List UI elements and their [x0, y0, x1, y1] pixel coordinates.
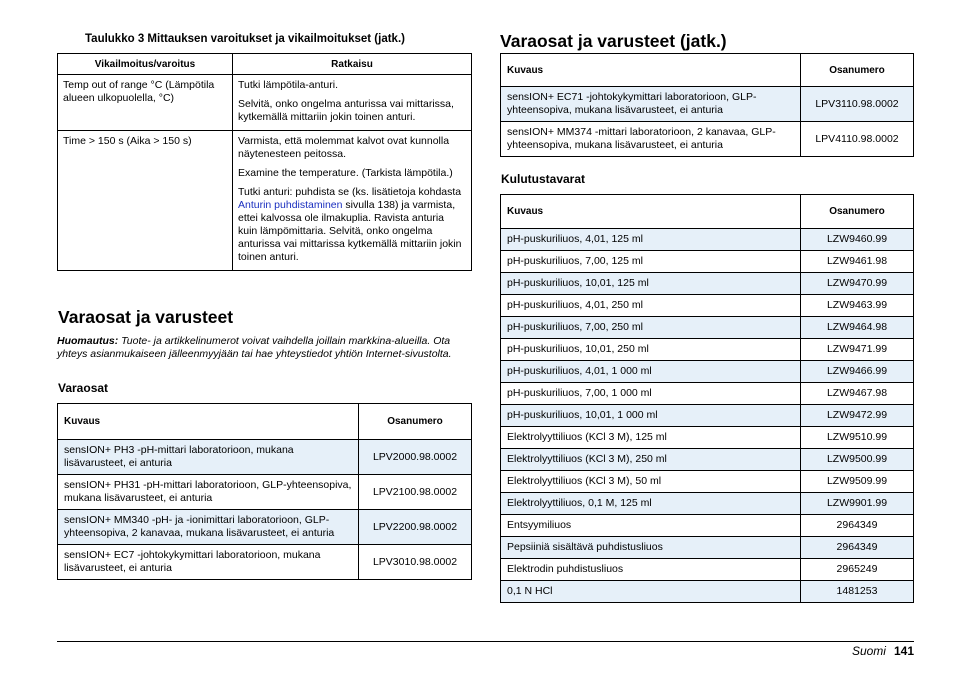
table-row [501, 229, 914, 251]
part-number-cell: 2965249 [801, 559, 914, 581]
solution-text: Selvitä, onko ongelma anturissa vai mittarissa, kytkemällä mittariin jokin toinen anturi. [238, 98, 454, 123]
part-number-cell: LPV2000.98.0002 [359, 440, 472, 475]
table-row [501, 273, 914, 295]
table-row [501, 427, 914, 449]
solution-text: Varmista, että molemmat kalvot ovat kunnolla näytenesteen peitossa. [238, 135, 450, 160]
table-row [58, 545, 472, 580]
part-number-cell: LZW9510.99 [801, 427, 914, 449]
description-cell: pH-puskuriliuos, 4,01, 1 000 ml [501, 361, 801, 383]
table-header-row [501, 195, 914, 229]
description-cell: pH-puskuriliuos, 10,01, 1 000 ml [501, 405, 801, 427]
solution-text-part: sivulla 138) ja varmista, ettei kalvossa ole ilmakuplia. Ravista anturia kuin lämpömittaria. Selvitä, onko ongelma anturissa vai mittarissa kytkemällä mittariin jokin toinen anturi. [238, 199, 462, 263]
solution-text: Examine the temperature. (Tarkista lämpötila.) [238, 167, 453, 179]
table-row [501, 251, 914, 273]
part-number-cell: LZW9461.98 [801, 251, 914, 273]
description-cell: Pepsiiniä sisältävä puhdistusliuos [501, 537, 801, 559]
section-title-continued: Varaosat ja varusteet (jatk.) [500, 31, 727, 51]
description-cell: pH-puskuriliuos, 4,01, 250 ml [501, 295, 801, 317]
description-cell: sensION+ PH31 -pH-mittari laboratorioon, GLP-yhteensopiva, mukana lisävarusteet, ei anturia [58, 475, 359, 510]
part-number-cell: LPV4110.98.0002 [801, 122, 914, 157]
spare-parts-table-continued [500, 53, 914, 157]
page-number: 141 [893, 644, 914, 658]
part-number-cell: LPV2100.98.0002 [359, 475, 472, 510]
part-number-cell: LZW9464.98 [801, 317, 914, 339]
note-paragraph [57, 335, 467, 361]
description-cell: Entsyymiliuos [501, 515, 801, 537]
spare-parts-table [57, 403, 472, 580]
table-row [501, 339, 914, 361]
table-row [58, 475, 472, 510]
note-text: Tuote- ja artikkelinumerot voivat vaihdella joillain markkina-alueilla. Ota yhteys asianmukaiseen jälleenmyyjään tai hae yhteystiedot yhtiön Internet-sivustolta. [57, 335, 452, 360]
description-cell: 0,1 N HCl [501, 581, 801, 603]
part-number-cell: 1481253 [801, 581, 914, 603]
solution-cell [233, 131, 472, 271]
part-number-cell: LZW9466.99 [801, 361, 914, 383]
part-number-cell: LZW9500.99 [801, 449, 914, 471]
part-number-cell: LZW9460.99 [801, 229, 914, 251]
part-number-cell: LPV3010.98.0002 [359, 545, 472, 580]
description-cell: pH-puskuriliuos, 7,00, 1 000 ml [501, 383, 801, 405]
part-number-cell: LZW9463.99 [801, 295, 914, 317]
description-cell: Elektrolyyttiliuos (KCl 3 M), 125 ml [501, 427, 801, 449]
warnings-table [57, 53, 472, 271]
column-header: Kuvaus [501, 54, 801, 87]
solution-text-part: Tutki anturi: puhdista se (ks. lisätietoja kohdasta [238, 186, 462, 198]
table-row [501, 493, 914, 515]
table-header-row [58, 54, 472, 75]
section-title: Varaosat ja varusteet [58, 307, 234, 327]
table-row [501, 383, 914, 405]
column-header: Ratkaisu [233, 54, 472, 75]
table-row [501, 537, 914, 559]
table-row [501, 515, 914, 537]
column-header: Osanumero [801, 54, 914, 87]
table-row [58, 131, 472, 271]
table-row [501, 471, 914, 493]
part-number-cell: LZW9901.99 [801, 493, 914, 515]
table-row [501, 581, 914, 603]
part-number-cell: LPV3110.98.0002 [801, 87, 914, 122]
table-row [501, 559, 914, 581]
subsection-title: Kulutustavarat [501, 172, 586, 186]
consumables-table [500, 194, 914, 603]
table-header-row [501, 54, 914, 87]
part-number-cell: LZW9470.99 [801, 273, 914, 295]
column-header: Osanumero [359, 404, 472, 440]
issue-cell: Temp out of range °C (Lämpötila alueen ulkopuolella, °C) [58, 75, 233, 131]
description-cell: Elektrolyyttiliuos, 0,1 M, 125 ml [501, 493, 801, 515]
solution-cell [233, 75, 472, 131]
table-row [501, 449, 914, 471]
solution-text: Tutki lämpötila-anturi. [238, 79, 338, 91]
table-row [58, 440, 472, 475]
description-cell: pH-puskuriliuos, 10,01, 250 ml [501, 339, 801, 361]
table-row [501, 87, 914, 122]
description-cell: pH-puskuriliuos, 4,01, 125 ml [501, 229, 801, 251]
table-row [501, 122, 914, 157]
page-footer [852, 644, 914, 658]
cross-reference-link[interactable]: Anturin puhdistaminen [238, 199, 343, 211]
description-cell: Elektrolyyttiliuos (KCl 3 M), 250 ml [501, 449, 801, 471]
column-header: Vikailmoitus/varoitus [58, 54, 233, 75]
description-cell: Elektrodin puhdistusliuos [501, 559, 801, 581]
table-row [58, 510, 472, 545]
part-number-cell: 2964349 [801, 515, 914, 537]
table-caption: Taulukko 3 Mittauksen varoitukset ja vikailmoitukset (jatk.) [85, 33, 405, 45]
part-number-cell: 2964349 [801, 537, 914, 559]
table-row [501, 317, 914, 339]
part-number-cell: LZW9467.98 [801, 383, 914, 405]
table-row [58, 75, 472, 131]
footer-language: Suomi [851, 644, 886, 658]
solution-text [238, 186, 466, 264]
description-cell: sensION+ MM374 -mittari laboratorioon, 2 kanavaa, GLP-yhteensopiva, mukana lisävarusteet, ei anturia [501, 122, 801, 157]
description-cell: Elektrolyyttiliuos (KCl 3 M), 50 ml [501, 471, 801, 493]
table-row [501, 295, 914, 317]
table-header-row [58, 404, 472, 440]
part-number-cell: LZW9472.99 [801, 405, 914, 427]
subsection-title: Varaosat [58, 381, 109, 395]
part-number-cell: LZW9509.99 [801, 471, 914, 493]
description-cell: pH-puskuriliuos, 7,00, 250 ml [501, 317, 801, 339]
table-row [501, 361, 914, 383]
part-number-cell: LZW9471.99 [801, 339, 914, 361]
description-cell: pH-puskuriliuos, 10,01, 125 ml [501, 273, 801, 295]
description-cell: sensION+ PH3 -pH-mittari laboratorioon, mukana lisävarusteet, ei anturia [58, 440, 359, 475]
description-cell: pH-puskuriliuos, 7,00, 125 ml [501, 251, 801, 273]
table-row [501, 405, 914, 427]
description-cell: sensION+ EC7 -johtokykymittari laboratorioon, mukana lisävarusteet, ei anturia [58, 545, 359, 580]
issue-cell: Time > 150 s (Aika > 150 s) [58, 131, 233, 271]
column-header: Kuvaus [501, 195, 801, 229]
description-cell: sensION+ EC71 -johtokykymittari laboratorioon, GLP-yhteensopiva, mukana lisävarusteet, ei anturia [501, 87, 801, 122]
part-number-cell: LPV2200.98.0002 [359, 510, 472, 545]
footer-divider [57, 641, 914, 642]
description-cell: sensION+ MM340 -pH- ja -ionimittari laboratorioon, GLP-yhteensopiva, 2 kanavaa, mukana lisävarusteet, ei anturia [58, 510, 359, 545]
note-label: Huomautus: [57, 335, 119, 347]
column-header: Osanumero [801, 195, 914, 229]
column-header: Kuvaus [58, 404, 359, 440]
